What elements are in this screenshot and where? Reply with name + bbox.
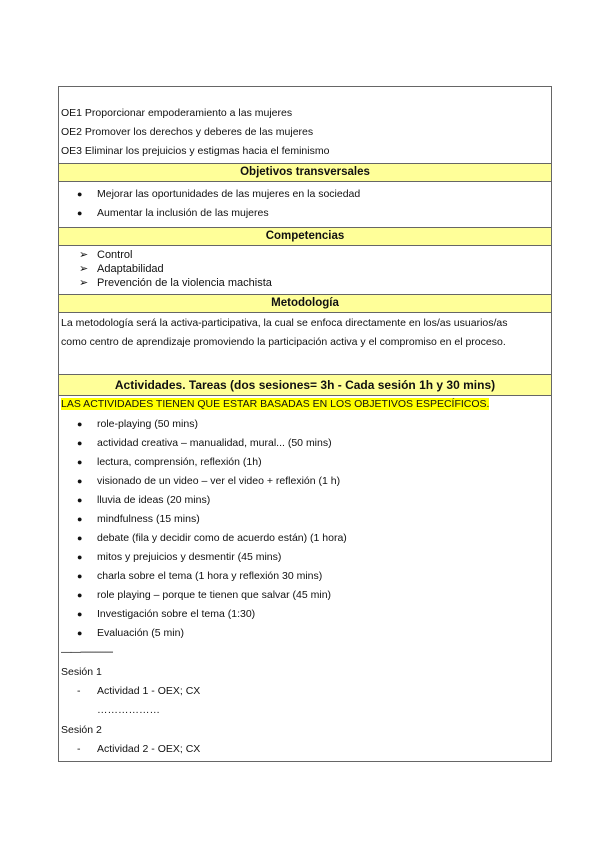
bullet-icon: ● (77, 514, 83, 524)
objective-line: OE2 Promover los derechos y deberes de las mujeres (61, 126, 314, 138)
section-header-transversales: Objetivos transversales (59, 163, 551, 182)
bullet-icon: ● (77, 571, 83, 581)
list-item: ● debate (fila y decidir como de acuerdo están) (1 hora) (77, 532, 347, 544)
list-item: ● actividad creativa – manualidad, mural... (50 mins) (77, 437, 332, 449)
bullet-icon: ● (77, 590, 83, 600)
list-item: ● charla sobre el tema (1 hora y reflexión 30 mins) (77, 570, 323, 582)
objective-line: OE1 Proporcionar empoderamiento a las mujeres (61, 107, 293, 119)
arrow-icon: ➢ (79, 263, 89, 275)
bullet-icon: ● (77, 208, 83, 218)
list-item: ● Aumentar la inclusión de las mujeres (77, 207, 269, 219)
bullet-icon: ● (77, 189, 83, 199)
arrow-icon: ➢ (79, 277, 89, 289)
separator-line: ——------------- (61, 646, 113, 658)
bullet-icon: ● (77, 476, 83, 486)
list-item: ● visionado de un video – ver el video + reflexión (1 h) (77, 475, 341, 487)
bullet-icon: ● (77, 419, 83, 429)
list-item: ➢ Control (79, 249, 133, 261)
paragraph-line: como centro de aprendizaje promoviendo la participación activa y el compromiso en el proceso. (61, 336, 506, 348)
list-item: ➢ Prevención de la violencia machista (79, 277, 272, 289)
section-header-metodologia: Metodología (59, 294, 551, 313)
list-item: ● mindfulness (15 mins) (77, 513, 200, 525)
bullet-icon: ● (77, 552, 83, 562)
list-item: ● role-playing (50 mins) (77, 418, 198, 430)
list-item: ● role playing – porque te tienen que salvar (45 min) (77, 589, 332, 601)
list-item: ● Investigación sobre el tema (1:30) (77, 608, 256, 620)
objective-line: OE3 Eliminar los prejuicios y estigmas hacia el feminismo (61, 145, 330, 157)
warning-text: LAS ACTIVIDADES TIENEN QUE ESTAR BASADAS EN LOS OBJETIVOS ESPECÍFICOS. (61, 398, 490, 410)
list-item: ● Mejorar las oportunidades de las mujeres en la sociedad (77, 188, 361, 200)
list-item: ● lectura, comprensión, reflexión (1h) (77, 456, 262, 468)
document-table (58, 86, 552, 762)
list-item: ➢ Adaptabilidad (79, 263, 164, 275)
bullet-icon: ● (77, 438, 83, 448)
paragraph-line: La metodología será la activa-participativa, la cual se enfoca directamente en los/as usuarios/as (61, 317, 508, 329)
session-title: Sesión 1 (61, 666, 102, 678)
bullet-icon: ● (77, 628, 83, 638)
bullet-icon: ● (77, 457, 83, 467)
section-header-competencias: Competencias (59, 227, 551, 246)
list-item: ● lluvia de ideas (20 mins) (77, 494, 211, 506)
session-title: Sesión 2 (61, 724, 102, 736)
bullet-icon: ● (77, 533, 83, 543)
session-activity: - Actividad 1 - OEX; CX (77, 685, 201, 697)
ellipsis-line: ……………… (97, 704, 160, 716)
session-activity: - Actividad 2 - OEX; CX (77, 743, 201, 755)
arrow-icon: ➢ (79, 249, 89, 261)
section-header-actividades: Actividades. Tareas (dos sesiones= 3h - Cada sesión 1h y 30 mins) (59, 374, 551, 396)
list-item: ● mitos y prejuicios y desmentir (45 mins) (77, 551, 282, 563)
list-item: ● Evaluación (5 min) (77, 627, 184, 639)
bullet-icon: ● (77, 495, 83, 505)
bullet-icon: ● (77, 609, 83, 619)
